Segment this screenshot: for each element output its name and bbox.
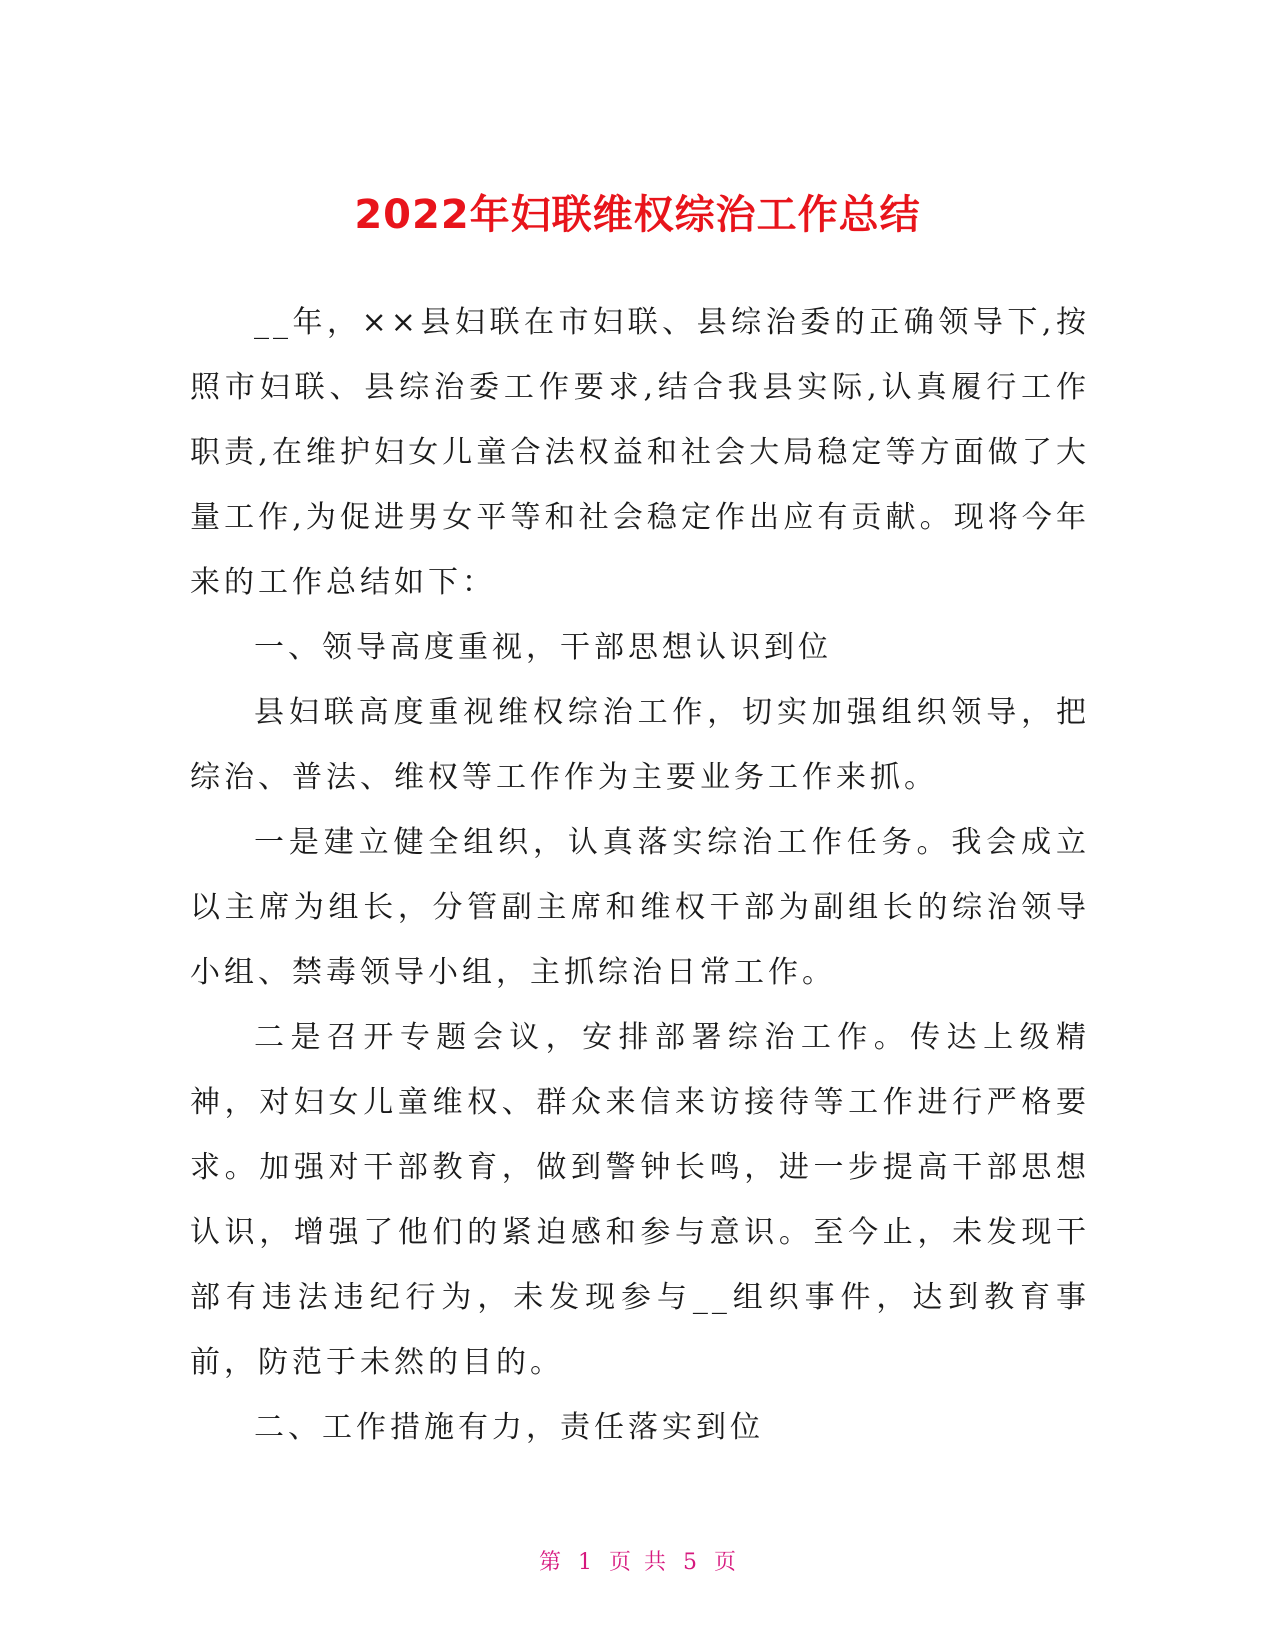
footer-prefix: 第 xyxy=(538,1550,561,1575)
footer-suffix: 页 xyxy=(714,1550,737,1575)
paragraph-point-1: 一是建立健全组织，认真落实综治工作任务。我会成立以主席为组长，分管副主席和维权干部为副组长的综治领导小组、禁毒领导小组，主抓综治日常工作。 xyxy=(190,825,1090,990)
document-title: 2022年妇联维权综治工作总结 xyxy=(354,191,921,238)
footer-total-pages: 5 xyxy=(683,1550,697,1575)
section-heading-1: 一、领导高度重视，干部思想认识到位 xyxy=(254,630,832,665)
paragraph-section-1-intro: 县妇联高度重视维权综治工作，切实加强组织领导，把综治、普法、维权等工作作为主要业务工作来抓。 xyxy=(190,695,1090,795)
paragraph-point-2: 二是召开专题会议，安排部署综治工作。传达上级精神，对妇女儿童维权、群众来信来访接待等工作进行严格要求。加强对干部教育，做到警钟长鸣，进一步提高干部思想认识，增强了他们的紧迫感和参与意识。至今止，未发现干部有违法违纪行为，未发现参与__组织事件，达到教育事前，防范于未然的目的。 xyxy=(190,1020,1090,1380)
document-body xyxy=(190,290,1090,1460)
footer-mid: 页 共 xyxy=(609,1550,666,1575)
footer-current-page: 1 xyxy=(578,1550,592,1575)
page-footer xyxy=(0,1548,1275,1578)
paragraph-intro: __年，××县妇联在市妇联、县综治委的正确领导下,按照市妇联、县综治委工作要求,结合我县实际,认真履行工作职责,在维护妇女儿童合法权益和社会大局稳定等方面做了大量工作,为促进男女平等和社会稳定作出应有贡献。现将今年来的工作总结如下： xyxy=(190,305,1090,600)
section-heading-2: 二、工作措施有力，责任落实到位 xyxy=(254,1410,764,1445)
